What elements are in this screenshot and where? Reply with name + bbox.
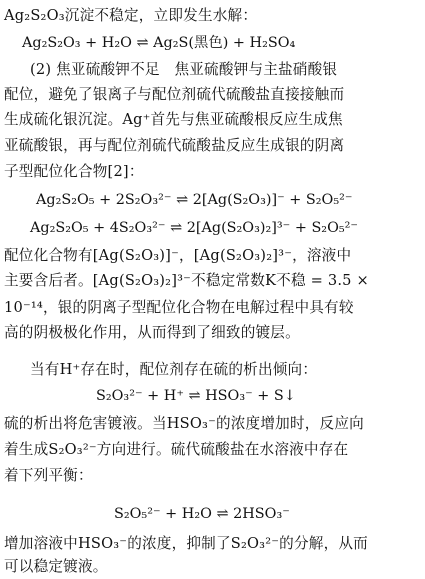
text-line-17: 着生成S₂O₃²⁻方向进行。硫代硫酸盐在水溶液中存在 (4, 441, 349, 458)
text-line-13: 高的阴极极化作用，从而得到了细致的镀层。 (4, 324, 300, 341)
text-line-11: 主要含后者。[Ag(S₂O₃)₂]³⁻不稳定常数K不稳 = 3.5 × (4, 272, 369, 289)
text-line-12: 10⁻¹⁴，银的阴离子型配位化合物在电解过程中具有较 (4, 299, 354, 316)
text-line-4: 配位，避免了银离子与配位剂硫代硫酸盐直接接触而 (4, 86, 345, 103)
text-line-5: 生成硫化银沉淀。Ag⁺首先与焦亚硫酸根反应生成焦 (4, 111, 343, 128)
equation-sulfur: S₂O₃²⁻ + H⁺ ⇌ HSO₃⁻ + S↓ (96, 388, 296, 404)
equation-complex-2: Ag₂S₂O₅ + 4S₂O₃²⁻ ⇌ 2[Ag(S₂O₃)₂]³⁻ + S₂O₅²⁻ (30, 220, 359, 236)
text-line-7: 子型配位化合物[2]： (4, 163, 144, 180)
text-line-18: 着下列平衡： (4, 467, 93, 484)
text-line-21: 可以稳定镀液。 (4, 558, 108, 575)
text-line-14: 当有H⁺存在时，配位剂存在硫的析出倾向： (30, 361, 318, 378)
text-line-16: 硫的析出将危害镀液。当HSO₃⁻的浓度增加时，反应向 (4, 415, 364, 432)
section-heading-2: (2) 焦亚硫酸钾不足 焦亚硫酸钾与主盐硝酸银 (30, 61, 338, 78)
text-line-6: 亚硫酸银，再与配位剂硫代硫酸盐反应生成银的阴离 (4, 137, 345, 154)
equation-equilibrium: S₂O₅²⁻ + H₂O ⇌ 2HSO₃⁻ (114, 506, 290, 522)
text-line-20: 增加溶液中HSO₃⁻的浓度，抑制了S₂O₃²⁻的分解，从而 (4, 535, 368, 552)
text-line-1: Ag₂S₂O₃沉淀不稳定，立即发生水解： (4, 7, 258, 24)
equation-hydrolysis: Ag₂S₂O₃ + H₂O ⇌ Ag₂S(黑色) + H₂SO₄ (22, 35, 296, 51)
text-line-10: 配位化合物有[Ag(S₂O₃)]⁻，[Ag(S₂O₃)₂]³⁻，溶液中 (4, 247, 352, 264)
equation-complex-1: Ag₂S₂O₅ + 2S₂O₃²⁻ ⇌ 2[Ag(S₂O₃)]⁻ + S₂O₅²⁻ (36, 192, 353, 208)
